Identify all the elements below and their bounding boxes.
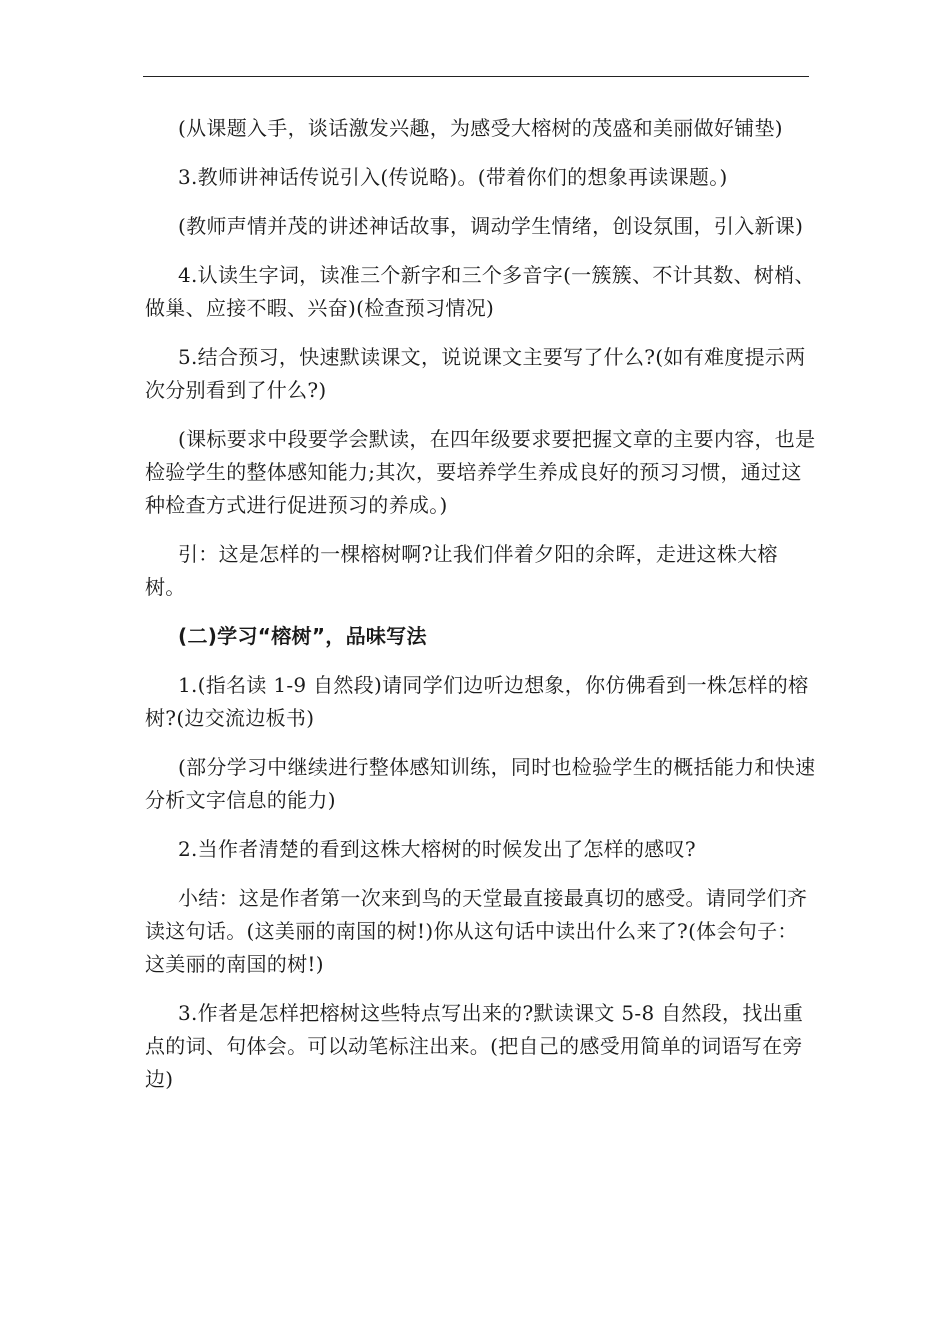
- paragraph-note: (课标要求中段要学会默读，在四年级要求要把握文章的主要内容，也是检验学生的整体感知能力;其次，要培养学生养成良好的预习习惯，通过这种检查方式进行促进预习的养成。): [145, 427, 816, 517]
- paragraph-step-4: 4.认读生字词，读准三个新字和三个多音字(一簇簇、不计其数、树梢、做巢、应接不暇、兴奋)(检查预习情况): [145, 263, 815, 320]
- paragraph-summary: 小结：这是作者第一次来到鸟的天堂最直接最真切的感受。请同学们齐读这句话。(这美丽的南国的树!)你从这句话中读出什么来了?(体会句子：这美丽的南国的树!): [145, 886, 808, 976]
- paragraph-step-1: 1.(指名读 1-9 自然段)请同学们边听边想象，你仿佛看到一株怎样的榕树?(边交流边板书): [145, 673, 809, 730]
- paragraph-step-2: 2.当作者清楚的看到这株大榕树的时候发出了怎样的感叹?: [178, 837, 696, 861]
- paragraph-step-3: 3.教师讲神话传说引入(传说略)。(带着你们的想象再读课题。): [178, 165, 728, 189]
- paragraph-lead-in: 引：这是怎样的一棵榕树啊?让我们伴着夕阳的余晖，走进这株大榕树。: [145, 542, 778, 599]
- paragraph-note: (教师声情并茂的讲述神话故事，调动学生情绪，创设氛围，引入新课): [178, 214, 804, 238]
- header-rule: [143, 76, 809, 77]
- paragraph-step-3b: 3.作者是怎样把榕树这些特点写出来的?默读课文 5-8 自然段，找出重点的词、句体会。可以动笔标注出来。(把自己的感受用简单的词语写在旁边): [145, 1001, 804, 1091]
- paragraph-note: (部分学习中继续进行整体感知训练，同时也检验学生的概括能力和快速分析文字信息的能力): [145, 755, 816, 812]
- section-heading: (二)学习“榕树”，品味写法: [178, 624, 427, 648]
- paragraph-note: (从课题入手，谈话激发兴趣，为感受大榕树的茂盛和美丽做好铺垫): [178, 116, 783, 140]
- paragraph-step-5: 5.结合预习，快速默读课文，说说课文主要写了什么?(如有难度提示两次分别看到了什么?): [145, 345, 806, 402]
- document-body: [145, 112, 817, 1112]
